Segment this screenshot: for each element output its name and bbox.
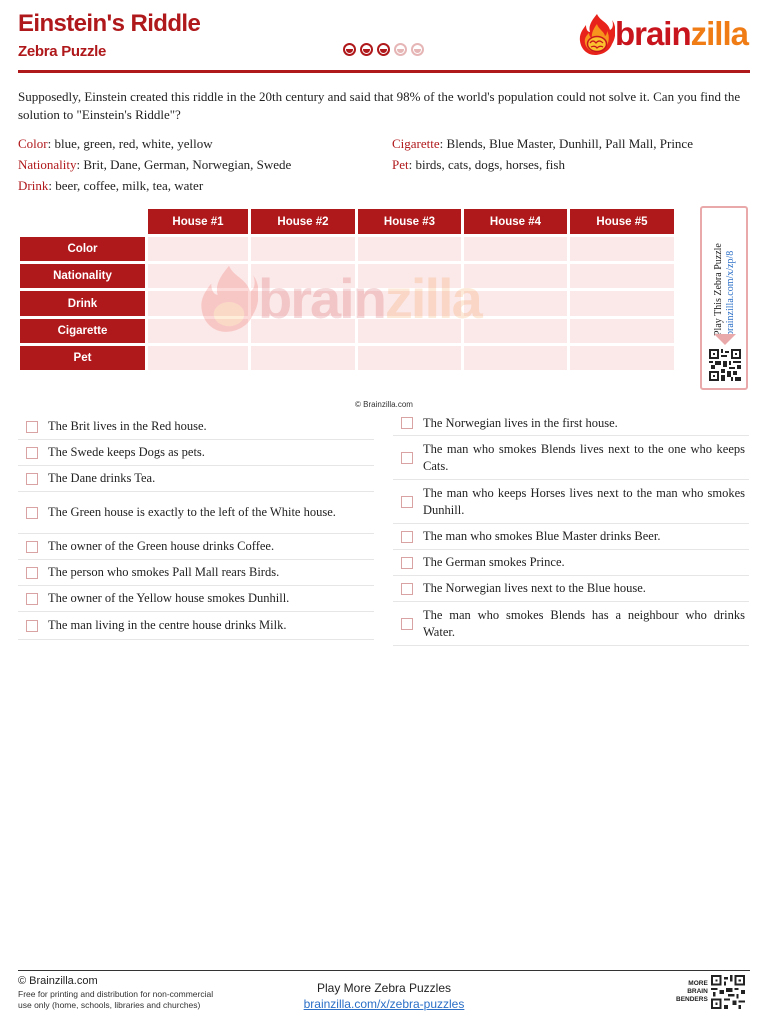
more-puzzles-link[interactable]: brainzilla.com/x/zebra-puzzles bbox=[303, 997, 465, 1011]
grid-row-nationality: Nationality bbox=[20, 264, 145, 288]
grid-cell[interactable] bbox=[358, 319, 461, 343]
grid-cell[interactable] bbox=[148, 291, 248, 316]
grid-cell[interactable] bbox=[251, 237, 355, 261]
play-online-text: Play This Zebra Puzzle brainzilla.com/x/zp/8 bbox=[713, 216, 737, 336]
more-puzzles: Play More Zebra Puzzles brainzilla.com/x/zebra-puzzles bbox=[284, 980, 484, 1012]
grid-cell[interactable] bbox=[464, 319, 567, 343]
clue-list-left bbox=[18, 414, 374, 640]
checkbox-icon[interactable] bbox=[26, 593, 38, 605]
grid-row-cigarette: Cigarette bbox=[20, 319, 145, 343]
clue-item[interactable]: The owner of the Yellow house smokes Dunhill. bbox=[18, 586, 374, 612]
checkbox-icon[interactable] bbox=[26, 541, 38, 553]
grid-cell[interactable] bbox=[251, 319, 355, 343]
grid-header-house-3: House #3 bbox=[358, 209, 461, 234]
grid-cell[interactable] bbox=[464, 291, 567, 316]
difficulty-brain-icon bbox=[360, 43, 373, 56]
category-cigarette: Cigarette: Blends, Blue Master, Dunhill, Pall Mall, Prince bbox=[392, 136, 693, 151]
grid-cell[interactable] bbox=[570, 264, 674, 288]
grid-header-house-4: House #4 bbox=[464, 209, 567, 234]
qr-code-icon[interactable] bbox=[711, 975, 745, 1009]
difficulty-rating bbox=[343, 43, 424, 56]
checkbox-icon[interactable] bbox=[401, 496, 413, 508]
category-pet: Pet: birds, cats, dogs, horses, fish bbox=[392, 157, 565, 172]
qr-code-icon[interactable] bbox=[709, 349, 741, 381]
checkbox-icon[interactable] bbox=[26, 507, 38, 519]
grid-cell[interactable] bbox=[251, 264, 355, 288]
checkbox-icon[interactable] bbox=[26, 421, 38, 433]
checkbox-icon[interactable] bbox=[26, 473, 38, 485]
clue-item[interactable]: The man living in the centre house drinks Milk. bbox=[18, 612, 374, 640]
clue-list-right bbox=[393, 411, 749, 646]
difficulty-brain-icon bbox=[394, 43, 407, 56]
grid-cell[interactable] bbox=[570, 291, 674, 316]
grid-cell[interactable] bbox=[358, 237, 461, 261]
checkbox-icon[interactable] bbox=[26, 447, 38, 459]
checkbox-icon[interactable] bbox=[401, 417, 413, 429]
grid-row-drink: Drink bbox=[20, 291, 145, 316]
arrow-down-icon bbox=[714, 334, 736, 345]
clue-item[interactable]: The man who smokes Blends has a neighbour who drinks Water. bbox=[393, 602, 749, 646]
grid-cell[interactable] bbox=[570, 346, 674, 370]
grid-row-color: Color bbox=[20, 237, 145, 261]
checkbox-icon[interactable] bbox=[401, 557, 413, 569]
grid-header-house-2: House #2 bbox=[251, 209, 355, 234]
clue-item[interactable]: The man who smokes Blue Master drinks Beer. bbox=[393, 524, 749, 550]
grid-cell[interactable] bbox=[358, 264, 461, 288]
difficulty-brain-icon bbox=[343, 43, 356, 56]
grid-cell[interactable] bbox=[148, 319, 248, 343]
grid-cell[interactable] bbox=[570, 319, 674, 343]
clue-item[interactable]: The Green house is exactly to the left of the White house. bbox=[18, 492, 374, 534]
clue-item[interactable]: The Swede keeps Dogs as pets. bbox=[18, 440, 374, 466]
grid-cell[interactable] bbox=[251, 346, 355, 370]
fire-brain-logo-icon bbox=[579, 12, 615, 56]
grid-header-house-1: House #1 bbox=[148, 209, 248, 234]
grid-copyright: © Brainzilla.com bbox=[355, 400, 413, 409]
grid-cell[interactable] bbox=[148, 237, 248, 261]
grid-cell[interactable] bbox=[148, 346, 248, 370]
category-nationality: Nationality: Brit, Dane, German, Norwegian, Swede bbox=[18, 157, 292, 172]
page-title: Einstein's Riddle bbox=[18, 10, 201, 37]
play-online-link[interactable]: brainzilla.com/x/zp/8 bbox=[725, 250, 736, 336]
header-divider bbox=[18, 70, 750, 73]
checkbox-icon[interactable] bbox=[26, 567, 38, 579]
brain-benders-promo[interactable] bbox=[676, 975, 745, 1009]
clue-item[interactable]: The owner of the Green house drinks Coffee. bbox=[18, 534, 374, 560]
clue-item[interactable]: The German smokes Prince. bbox=[393, 550, 749, 576]
grid-row-pet: Pet bbox=[20, 346, 145, 370]
difficulty-brain-icon bbox=[377, 43, 390, 56]
category-drink: Drink: beer, coffee, milk, tea, water bbox=[18, 178, 204, 193]
checkbox-icon[interactable] bbox=[401, 452, 413, 464]
clue-item[interactable]: The Norwegian lives in the first house. bbox=[393, 411, 749, 436]
checkbox-icon[interactable] bbox=[401, 531, 413, 543]
logo-wordmark: brainzilla bbox=[614, 15, 748, 52]
grid-cell[interactable] bbox=[148, 264, 248, 288]
clue-item[interactable]: The man who keeps Horses lives next to the man who smokes Dunhill. bbox=[393, 480, 749, 524]
category-color: Color: blue, green, red, white, yellow bbox=[18, 136, 213, 151]
difficulty-brain-icon bbox=[411, 43, 424, 56]
clue-item[interactable]: The Dane drinks Tea. bbox=[18, 466, 374, 492]
footer-divider bbox=[18, 970, 750, 971]
intro-text: Supposedly, Einstein created this riddle in the 20th century and said that 98% of the world's population could not solve it. Can you find the solution to "Einstein's Riddle"? bbox=[18, 89, 741, 122]
grid-header-house-5: House #5 bbox=[570, 209, 674, 234]
grid-cell[interactable] bbox=[570, 237, 674, 261]
grid-cell[interactable] bbox=[358, 346, 461, 370]
brainzilla-logo[interactable] bbox=[579, 12, 748, 56]
checkbox-icon[interactable] bbox=[401, 618, 413, 630]
clue-item[interactable]: The Norwegian lives next to the Blue house. bbox=[393, 576, 749, 602]
grid-cell[interactable] bbox=[464, 237, 567, 261]
grid-cell[interactable] bbox=[251, 291, 355, 316]
checkbox-icon[interactable] bbox=[26, 620, 38, 632]
clue-item[interactable]: The person who smokes Pall Mall rears Birds. bbox=[18, 560, 374, 586]
checkbox-icon[interactable] bbox=[401, 583, 413, 595]
brain-benders-label: MORE BRAIN BENDERS bbox=[676, 980, 708, 1003]
grid-cell[interactable] bbox=[358, 291, 461, 316]
clue-item[interactable]: The Brit lives in the Red house. bbox=[18, 414, 374, 440]
grid-cell[interactable] bbox=[464, 264, 567, 288]
clue-item[interactable]: The man who smokes Blends lives next to the one who keeps Cats. bbox=[393, 436, 749, 480]
play-online-tab[interactable] bbox=[700, 206, 748, 390]
page-subtitle: Zebra Puzzle bbox=[18, 43, 107, 60]
license-note: Free for printing and distribution for non-commercial use only (home, schools, libraries and churches) bbox=[18, 989, 214, 1010]
grid-cell[interactable] bbox=[464, 346, 567, 370]
footer-copyright: © Brainzilla.com Free for printing and distribution for non-commercial use only (home, schools, libraries and churches) bbox=[18, 975, 214, 1010]
